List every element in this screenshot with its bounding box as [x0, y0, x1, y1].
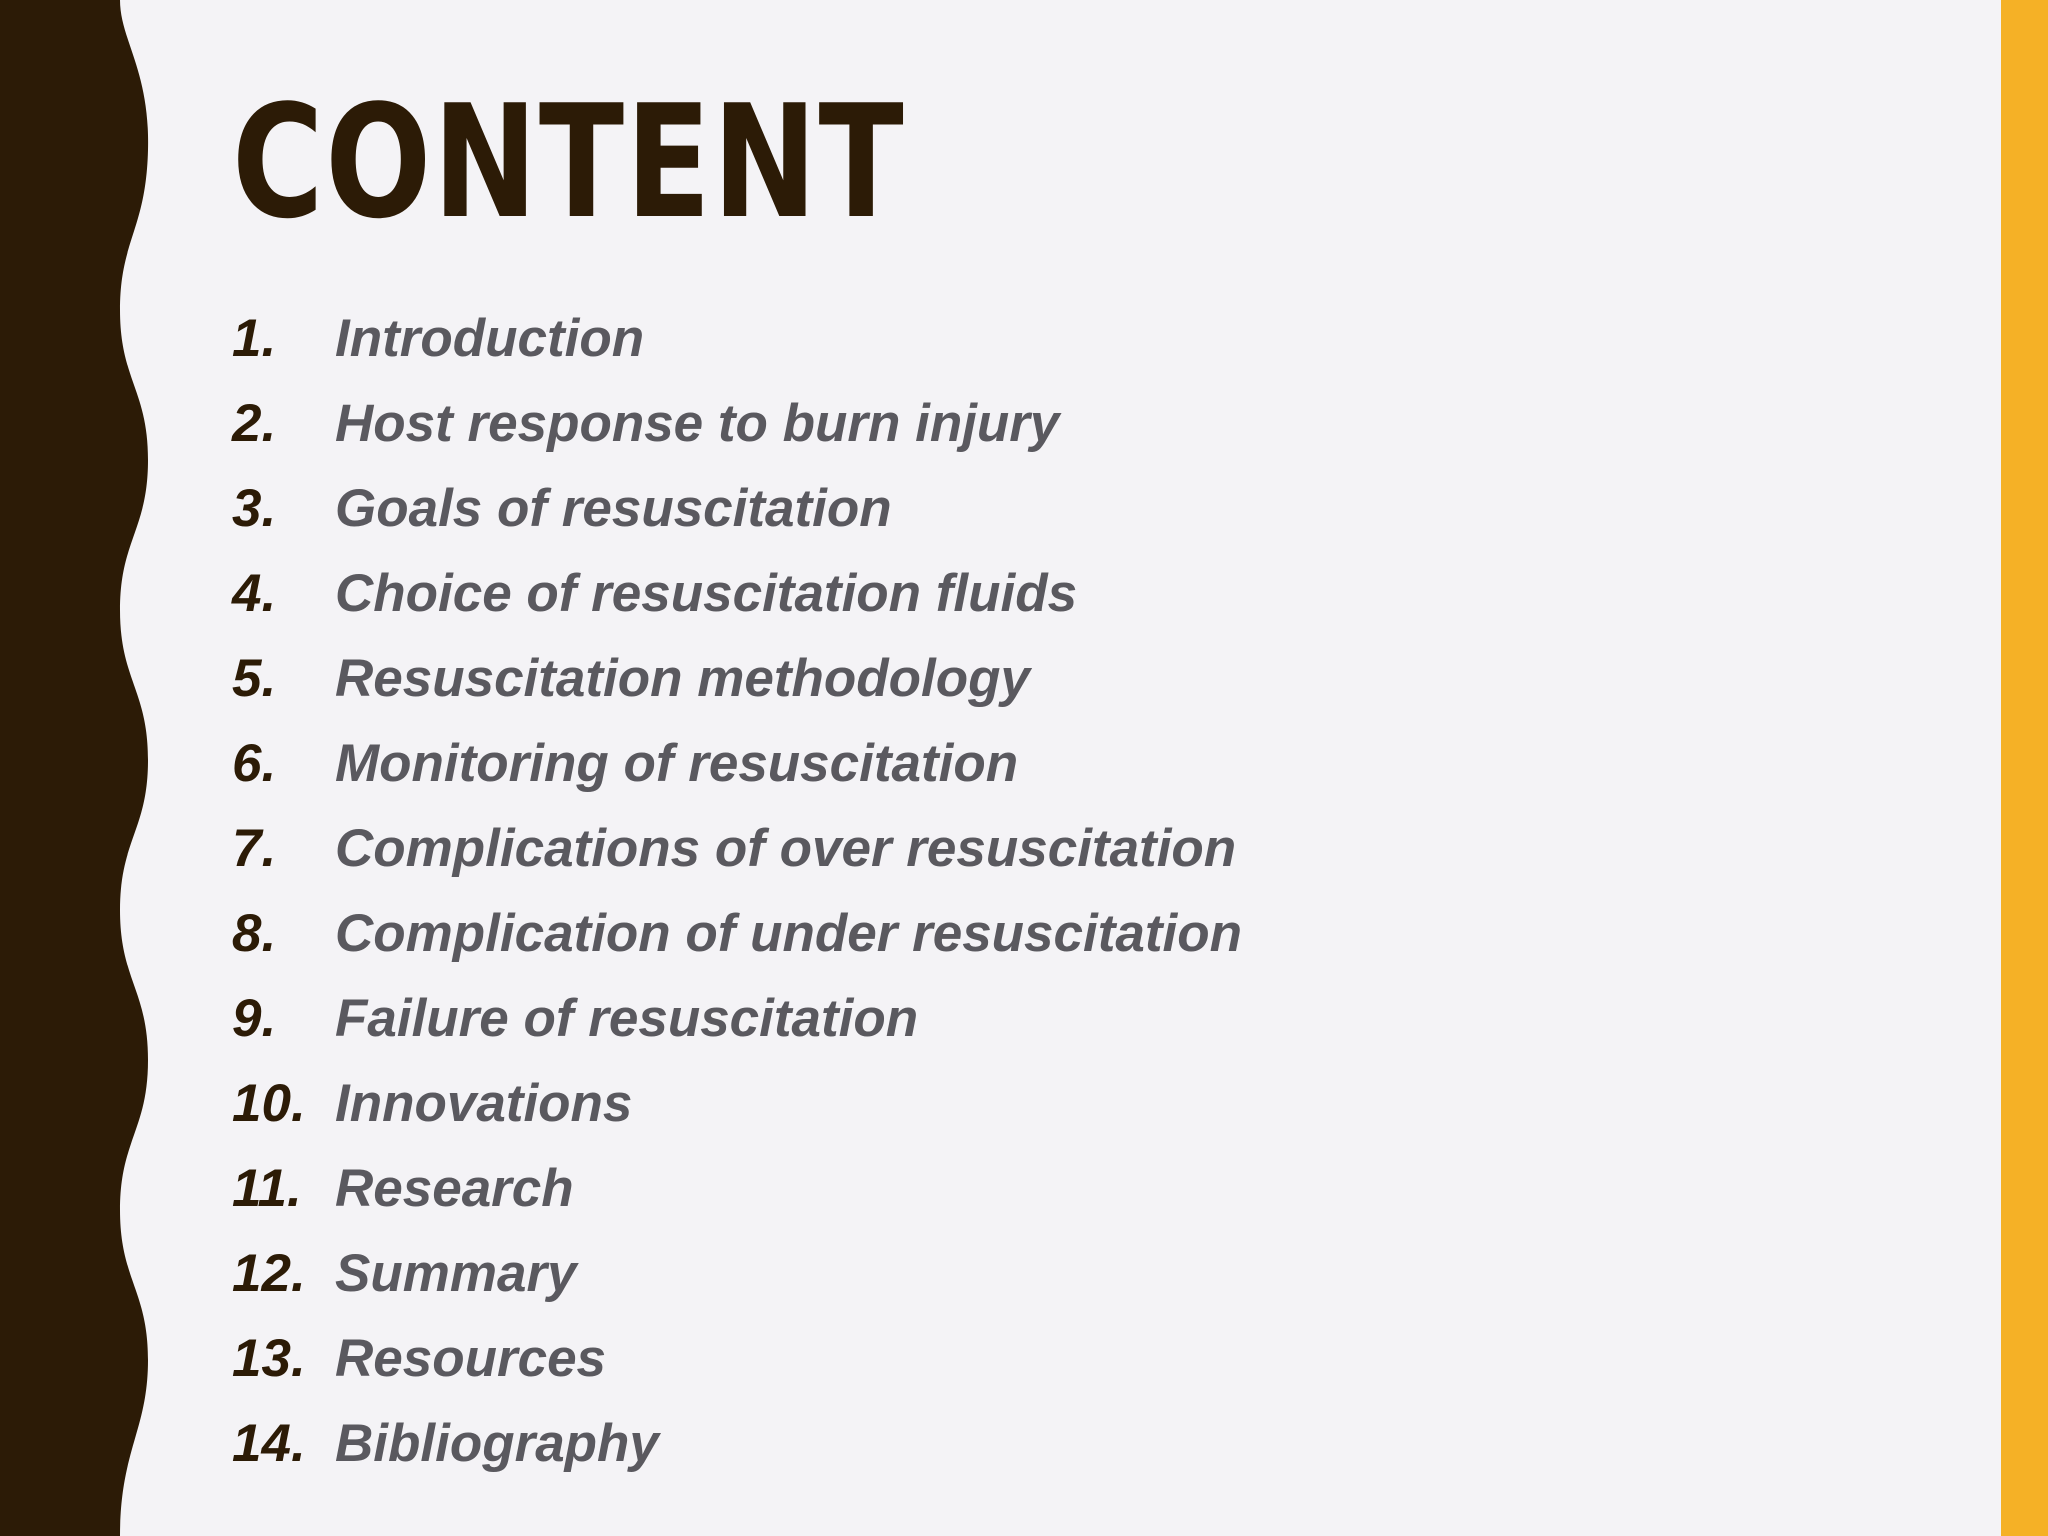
content-list: [232, 296, 1242, 1486]
list-item-number: 9.: [232, 989, 277, 1048]
slide-title: CONTENT: [232, 71, 906, 253]
list-item-number: 1.: [232, 309, 277, 368]
list-item-number: 13.: [232, 1329, 306, 1388]
list-item-number: 5.: [232, 649, 277, 708]
left-wavy-band: [0, 0, 160, 1536]
list-item-number: 2.: [232, 394, 277, 453]
list-item-text: Summary: [335, 1244, 577, 1303]
list-item: [232, 806, 1242, 891]
list-item-text: Goals of resuscitation: [335, 479, 892, 538]
list-item-text: Resources: [335, 1329, 607, 1388]
list-item: [232, 1231, 1242, 1316]
left-wavy-band-shape: [0, 0, 148, 1536]
list-item-text: Monitoring of resuscitation: [335, 734, 1019, 793]
list-item-number: 12.: [232, 1244, 306, 1303]
right-accent-band: [2001, 0, 2048, 1536]
list-item-number: 3.: [232, 479, 277, 538]
list-item-text: Failure of resuscitation: [335, 989, 919, 1048]
list-item: [232, 891, 1242, 976]
list-item-text: Host response to burn injury: [335, 394, 1060, 453]
list-item: [232, 636, 1242, 721]
list-item: [232, 1146, 1242, 1231]
list-item-text: Introduction: [335, 309, 645, 368]
list-item: [232, 381, 1242, 466]
list-item-text: Resuscitation methodology: [335, 649, 1030, 708]
list-item: [232, 1316, 1242, 1401]
list-item-text: Complications of over resuscitation: [335, 819, 1237, 878]
list-item: [232, 296, 1242, 381]
list-item-number: 10.: [232, 1074, 306, 1133]
list-item-number: 8.: [232, 904, 277, 963]
list-item: [232, 976, 1242, 1061]
list-item-text: Complication of under resuscitation: [335, 904, 1242, 963]
list-item-text: Choice of resuscitation fluids: [335, 564, 1078, 623]
list-item-number: 11.: [232, 1159, 302, 1218]
list-item-number: 4.: [232, 564, 277, 623]
list-item: [232, 466, 1242, 551]
list-item: [232, 551, 1242, 636]
list-item-number: 6.: [232, 734, 277, 793]
list-item-text: Innovations: [335, 1074, 633, 1133]
list-item: [232, 1061, 1242, 1146]
list-item: [232, 1401, 1242, 1486]
list-item-number: 7.: [232, 819, 277, 878]
list-item-number: 14.: [232, 1414, 306, 1473]
list-item-text: Research: [335, 1159, 574, 1218]
list-item: [232, 721, 1242, 806]
list-item-text: Bibliography: [335, 1414, 659, 1473]
